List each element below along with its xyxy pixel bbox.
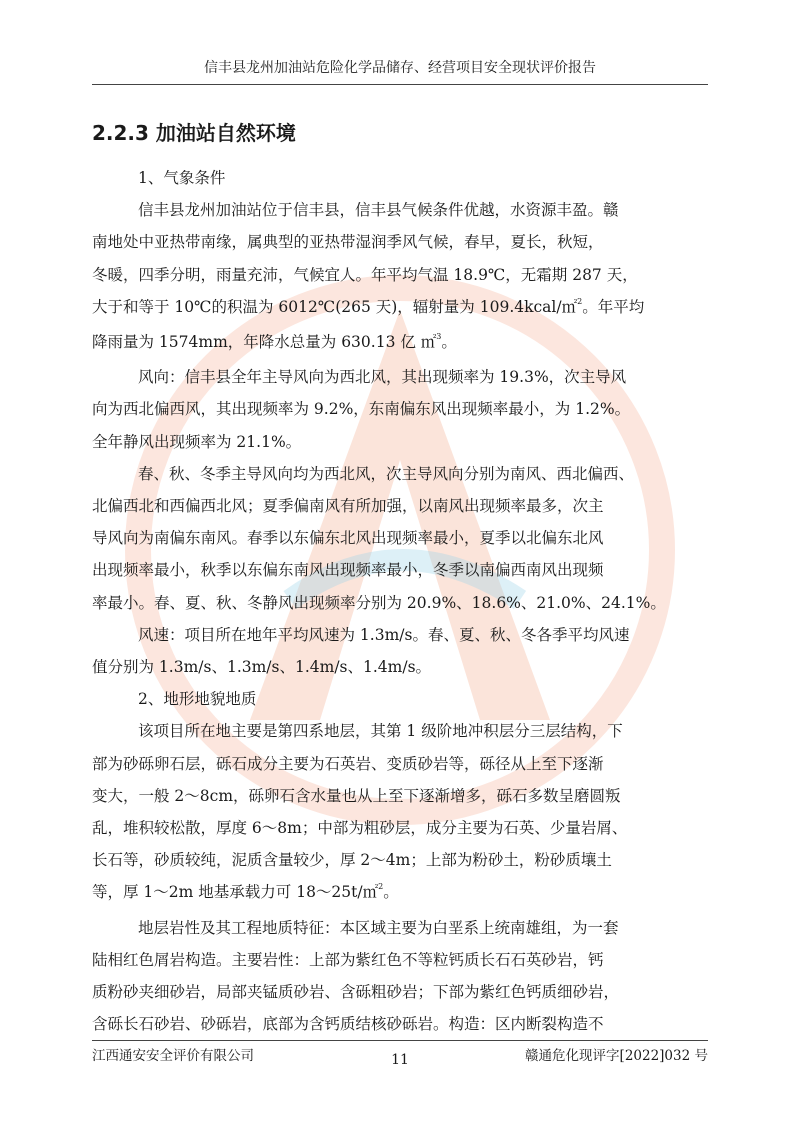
text-line: 值分别为 1.3m/s、1.3m/s、1.4m/s、1.4m/s。 — [92, 658, 432, 677]
text-line: 风速：项目所在地年平均风速为 1.3m/s。春、夏、秋、冬各季平均风速 — [138, 625, 630, 644]
text-line: 北偏西北和西偏西北风；夏季偏南风有所加强，以南风出现频率最多，次主 — [92, 497, 604, 516]
page-footer — [92, 1040, 708, 1068]
paragraph-strata — [92, 715, 722, 911]
text-line: 风向：信丰县全年主导风向为西北风，其出现频率为 19.3%，次主导风 — [138, 368, 627, 387]
text-line: 春、秋、冬季主导风向均为西北风，次主导风向分别为南风、西北偏西、 — [138, 464, 635, 483]
page-header — [92, 58, 708, 85]
paragraph-wind-speed — [92, 619, 722, 683]
page-number: 11 — [391, 1052, 409, 1068]
text-line: 含砾长石砂岩、砂砾岩，底部为含钙质结核砂砾岩。构造：区内断裂构造不 — [92, 1015, 604, 1034]
text-line: 向为西北偏西风，其出现频率为 9.2%，东南偏东风出现频率最小，为 1.2%。 — [92, 400, 631, 419]
text-line: 全年静风出现频率为 21.1%。 — [92, 432, 302, 451]
text-line: 率最小。春、夏、秋、冬静风出现频率分别为 20.9%、18.6%、21.0%、24.1%。 — [92, 593, 666, 612]
text-line: 导风向为南偏东南风。春季以东偏东北风出现频率最小，夏季以北偏东北风 — [92, 529, 604, 548]
document-body — [92, 162, 722, 1040]
paragraph-lithology — [92, 912, 722, 1041]
text-line: 部为砂砾卵石层，砾石成分主要为石英岩、变质砂岩等，砾径从上至下逐渐 — [92, 754, 604, 773]
footer-company: 江西通安安全评价有限公司 — [92, 1048, 254, 1064]
text-line: 出现频率最小，秋季以东偏东南风出现频率最小，冬季以南偏西南风出现频 — [92, 561, 604, 580]
text-line: 该项目所在地主要是第四系地层，其第 1 级阶地冲积层分三层结构，下 — [138, 722, 623, 741]
text-line: 陆相红色屑岩构造。主要岩性：上部为紫红色不等粒钙质长石石英砂岩，钙 — [92, 950, 604, 969]
section-title: 2.2.3 加油站自然环境 — [92, 121, 296, 145]
footer-document-number: 赣通危化现评字[2022]032 号 — [525, 1048, 708, 1064]
text-line: 信丰县龙州加油站位于信丰县，信丰县气候条件优越，水资源丰盈。赣 — [138, 201, 619, 220]
text-line: 大于和等于 10℃的积温为 6012℃(265 天)，辐射量为 109.4kcal/㎡$^2$。年平均 — [92, 296, 645, 316]
text-line: 降雨量为 1574mm，年降水总量为 630.13 亿 ㎡$^3$。 — [92, 332, 457, 352]
text-line: 地层岩性及其工程地质特征：本区域主要为白垩系上统南雄组，为一套 — [138, 918, 619, 937]
text-line: 变大，一般 2～8cm，砾卵石含水量也从上至下逐渐增多，砾石多数呈磨圆叛 — [92, 786, 621, 805]
text-line: 南地处中亚热带南缘，属典型的亚热带湿润季风气候，春早，夏长，秋短， — [92, 233, 604, 252]
paragraph-seasonal-wind — [92, 458, 722, 619]
paragraph-climate — [92, 194, 722, 361]
text-line: 长石等，砂质较纯，泥质含量较少，厚 2～4m；上部为粉砂土，粉砂质壤土 — [92, 851, 612, 870]
report-title: 信丰县龙州加油站危险化学品储存、经营项目安全现状评价报告 — [204, 60, 596, 76]
paragraph-wind-direction — [92, 361, 722, 458]
text-line: 乱，堆积较松散，厚度 6～8m；中部为粗砂层，成分主要为石英、少量岩屑、 — [92, 819, 628, 838]
text-line: 等，厚 1～2m 地基承载力可 18～25t/㎡$^2$。 — [92, 882, 399, 902]
text-line: 质粉砂夹细砂岩，局部夹锰质砂岩、含砾粗砂岩；下部为紫红色钙质细砂岩， — [92, 983, 620, 1002]
subheading-weather: 1、气象条件 — [138, 169, 226, 187]
subheading-terrain: 2、地形地貌地质 — [138, 690, 257, 709]
text-line: 冬暖，四季分明，雨量充沛，气候宜人。年平均气温 18.9℃，无霜期 287 天， — [92, 265, 638, 284]
